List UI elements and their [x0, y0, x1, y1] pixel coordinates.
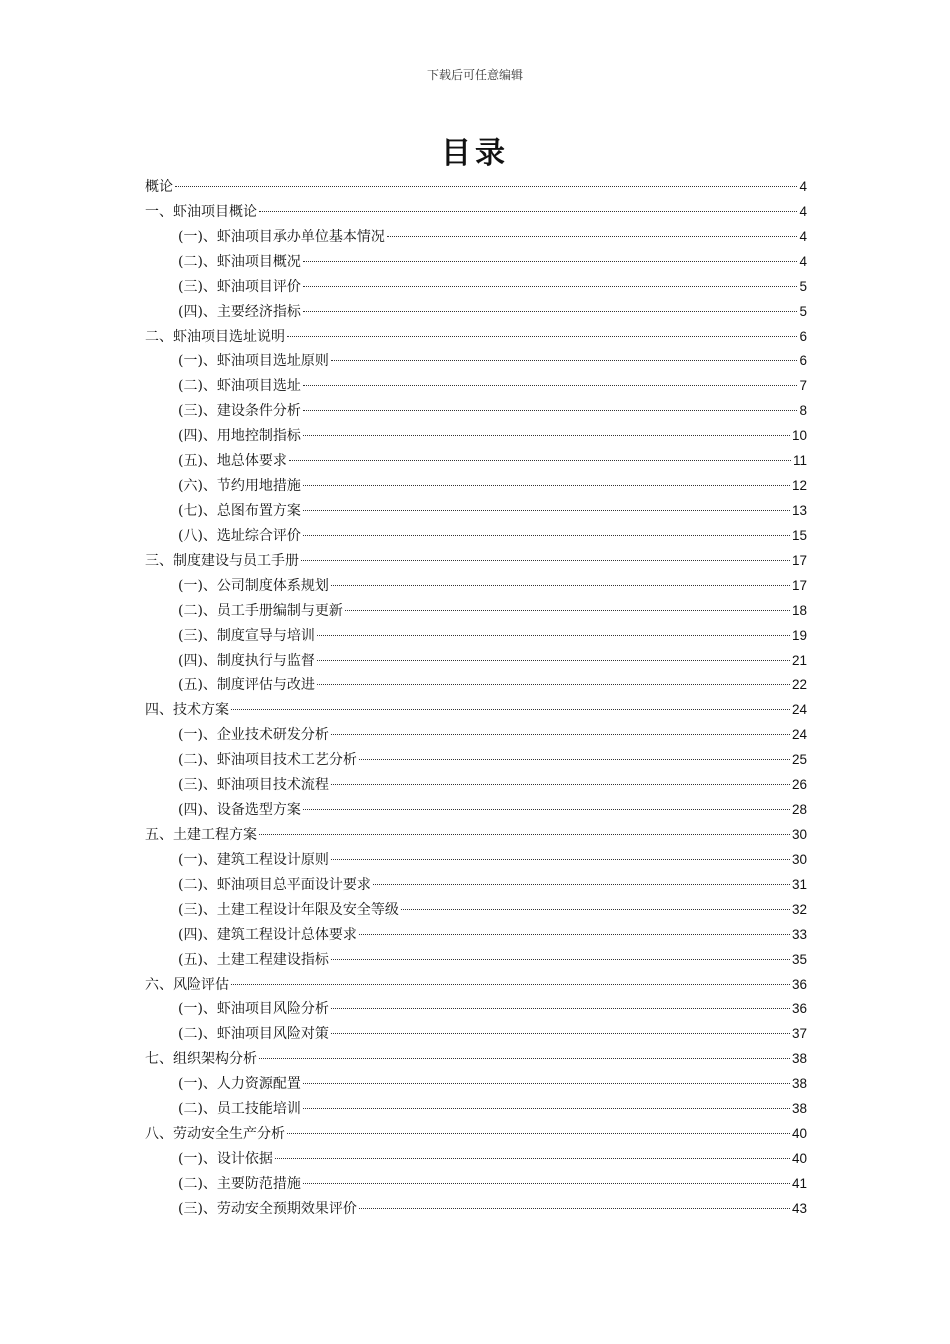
- toc-page-number: 8: [799, 403, 807, 419]
- toc-page-number: 19: [791, 627, 807, 643]
- toc-page-number: 4: [799, 253, 807, 269]
- toc-entry-title: (四)、设备选型方案: [178, 802, 301, 819]
- toc-dot-leader: [373, 884, 790, 885]
- toc-dot-leader: [331, 1008, 790, 1009]
- toc-page-number: 35: [791, 951, 807, 967]
- toc-page-number: 43: [791, 1200, 807, 1216]
- toc-dot-leader: [303, 535, 790, 536]
- toc-entry[interactable]: [145, 374, 807, 399]
- toc-dot-leader: [331, 784, 790, 785]
- toc-entry-title: (四)、建筑工程设计总体要求: [178, 926, 357, 943]
- toc-page-number: 22: [791, 677, 807, 693]
- toc-entry-title: (二)、主要防范措施: [178, 1175, 301, 1192]
- toc-dot-leader: [259, 834, 790, 835]
- toc-dot-leader: [287, 336, 797, 337]
- toc-entry[interactable]: [145, 1097, 807, 1122]
- toc-page-number: 30: [791, 851, 807, 867]
- toc-entry[interactable]: [145, 873, 807, 898]
- toc-dot-leader: [401, 909, 790, 910]
- toc-page-number: 4: [799, 228, 807, 244]
- page-header-note: 下载后可任意编辑: [426, 68, 523, 82]
- toc-entry[interactable]: [145, 275, 807, 300]
- toc-entry-title: 七、组织架构分析: [145, 1051, 257, 1068]
- toc-entry-title: (一)、企业技术研发分析: [178, 727, 329, 744]
- toc-page-number: 28: [791, 802, 807, 818]
- toc-dot-leader: [289, 460, 791, 461]
- toc-entry[interactable]: [145, 549, 807, 574]
- toc-page-number: 6: [799, 328, 807, 344]
- toc-dot-leader: [303, 1083, 790, 1084]
- toc-dot-leader: [303, 385, 798, 386]
- toc-entry-title: (四)、主要经济指标: [178, 303, 301, 320]
- toc-entry[interactable]: [145, 499, 807, 524]
- toc-entry[interactable]: [145, 250, 807, 275]
- toc-entry-title: 五、土建工程方案: [145, 826, 257, 843]
- toc-page-number: 41: [791, 1175, 807, 1191]
- toc-page-number: 24: [791, 727, 807, 743]
- toc-entry-title: (一)、设计依据: [178, 1150, 273, 1167]
- toc-entry[interactable]: [145, 599, 807, 624]
- toc-dot-leader: [303, 809, 790, 810]
- toc-page-number: 31: [791, 876, 807, 892]
- toc-entry-title: (一)、人力资源配置: [178, 1076, 301, 1093]
- toc-dot-leader: [359, 934, 790, 935]
- toc-dot-leader: [303, 1108, 790, 1109]
- toc-entry-title: (一)、公司制度体系规划: [178, 577, 329, 594]
- toc-entry[interactable]: [145, 225, 807, 250]
- toc-entry-title: (二)、虾油项目风险对策: [178, 1026, 329, 1043]
- toc-dot-leader: [259, 1058, 790, 1059]
- toc-entry[interactable]: [145, 673, 807, 698]
- page-title: 目录: [441, 136, 509, 171]
- toc-entry-title: (二)、员工手册编制与更新: [178, 602, 343, 619]
- toc-entry-title: (三)、虾油项目评价: [178, 278, 301, 295]
- toc-dot-leader: [303, 286, 798, 287]
- toc-dot-leader: [259, 211, 797, 212]
- toc-page-number: 38: [791, 1051, 807, 1067]
- toc-entry[interactable]: [145, 923, 807, 948]
- toc-entry-title: 概论: [145, 179, 173, 195]
- toc-entry[interactable]: [145, 823, 807, 848]
- toc-page-number: 4: [799, 203, 807, 219]
- toc-entry-title: 四、技术方案: [145, 702, 229, 719]
- toc-dot-leader: [331, 1033, 790, 1034]
- toc-entry-title: (七)、总图布置方案: [178, 502, 301, 519]
- toc-entry-title: 一、虾油项目概论: [145, 203, 257, 220]
- toc-entry-title: (一)、虾油项目承办单位基本情况: [178, 228, 385, 245]
- toc-dot-leader: [345, 610, 790, 611]
- toc-entry[interactable]: [145, 1047, 807, 1072]
- toc-entry[interactable]: [145, 1172, 807, 1197]
- toc-entry[interactable]: [145, 474, 807, 499]
- toc-page-number: 17: [791, 552, 807, 568]
- toc-entry[interactable]: [145, 1147, 807, 1172]
- toc-dot-leader: [301, 560, 790, 561]
- toc-page-number: 25: [791, 752, 807, 768]
- toc-entry[interactable]: [145, 200, 807, 225]
- toc-entry[interactable]: [145, 1072, 807, 1097]
- toc-entry[interactable]: [145, 773, 807, 798]
- toc-dot-leader: [359, 1208, 790, 1209]
- toc-page-number: 21: [791, 652, 807, 668]
- toc-dot-leader: [231, 709, 790, 710]
- toc-page-number: 36: [791, 976, 807, 992]
- toc-entry-title: (一)、虾油项目风险分析: [178, 1001, 329, 1018]
- toc-page-number: 26: [791, 777, 807, 793]
- toc-entry[interactable]: [145, 997, 807, 1022]
- toc-page-number: 15: [791, 527, 807, 543]
- toc-entry[interactable]: [145, 973, 807, 998]
- toc-entry[interactable]: [145, 898, 807, 923]
- toc-page-number: 40: [791, 1126, 807, 1142]
- toc-entry-title: (四)、用地控制指标: [178, 428, 301, 445]
- toc-entry-title: (二)、虾油项目选址: [178, 378, 301, 395]
- toc-entry[interactable]: [145, 424, 807, 449]
- toc-entry-title: 六、风险评估: [145, 976, 229, 993]
- toc-entry[interactable]: [145, 524, 807, 549]
- toc-page-number: 38: [791, 1101, 807, 1117]
- toc-entry[interactable]: [145, 574, 807, 599]
- toc-dot-leader: [317, 684, 790, 685]
- toc-page-number: 24: [791, 702, 807, 718]
- toc-entry[interactable]: [145, 300, 807, 325]
- toc-entry[interactable]: [145, 175, 807, 200]
- toc-entry[interactable]: [145, 349, 807, 374]
- toc-entry[interactable]: [145, 449, 807, 474]
- toc-page-number: 10: [791, 428, 807, 444]
- toc-entry-title: (三)、土建工程设计年限及安全等级: [178, 901, 399, 918]
- toc-entry[interactable]: [145, 399, 807, 424]
- toc-page-number: 5: [799, 303, 807, 319]
- toc-page-number: 38: [791, 1076, 807, 1092]
- toc-dot-leader: [303, 1183, 790, 1184]
- toc-dot-leader: [317, 635, 790, 636]
- toc-dot-leader: [331, 734, 790, 735]
- toc-entry-title: (一)、建筑工程设计原则: [178, 851, 329, 868]
- toc-entry[interactable]: [145, 1122, 807, 1147]
- toc-page-number: 7: [799, 378, 807, 394]
- toc-dot-leader: [287, 1133, 790, 1134]
- toc-entry-title: (八)、选址综合评价: [178, 527, 301, 544]
- toc-entry-title: (三)、劳动安全预期效果评价: [178, 1200, 357, 1217]
- toc-page-number: 32: [791, 901, 807, 917]
- toc-dot-leader: [175, 186, 797, 187]
- toc-page-number: 6: [799, 353, 807, 369]
- toc-entry[interactable]: [145, 1022, 807, 1047]
- toc-page-number: 18: [791, 602, 807, 618]
- toc-dot-leader: [303, 311, 798, 312]
- toc-page-number: 37: [791, 1026, 807, 1042]
- toc-dot-leader: [303, 510, 790, 511]
- toc-dot-leader: [387, 236, 798, 237]
- toc-entry-title: (二)、员工技能培训: [178, 1101, 301, 1118]
- toc-entry-title: (五)、制度评估与改进: [178, 677, 315, 694]
- toc-entry-title: (二)、虾油项目概况: [178, 253, 301, 270]
- toc-entry[interactable]: [145, 649, 807, 674]
- toc-entry[interactable]: [145, 848, 807, 873]
- toc-page-number: 11: [792, 453, 807, 469]
- toc-entry-title: (二)、虾油项目总平面设计要求: [178, 876, 371, 893]
- toc-dot-leader: [303, 435, 790, 436]
- toc-dot-leader: [275, 1158, 790, 1159]
- table-of-contents: [145, 175, 807, 1222]
- toc-entry[interactable]: [145, 325, 807, 350]
- toc-entry-title: 二、虾油项目选址说明: [145, 328, 285, 345]
- toc-page-number: 36: [791, 1001, 807, 1017]
- toc-entry[interactable]: [145, 723, 807, 748]
- toc-entry-title: (五)、土建工程建设指标: [178, 951, 329, 968]
- toc-entry-title: (三)、虾油项目技术流程: [178, 777, 329, 794]
- toc-entry-title: 八、劳动安全生产分析: [145, 1126, 285, 1143]
- toc-page-number: 5: [799, 278, 807, 294]
- toc-entry-title: (六)、节约用地措施: [178, 478, 301, 495]
- toc-dot-leader: [359, 759, 790, 760]
- toc-entry[interactable]: [145, 948, 807, 973]
- toc-entry-title: (一)、虾油项目选址原则: [178, 353, 329, 370]
- toc-page-number: 17: [791, 577, 807, 593]
- toc-dot-leader: [303, 261, 798, 262]
- toc-dot-leader: [331, 360, 798, 361]
- toc-page-number: 40: [791, 1150, 807, 1166]
- toc-entry-title: (三)、制度宣导与培训: [178, 627, 315, 644]
- toc-page-number: 33: [791, 926, 807, 942]
- toc-dot-leader: [303, 410, 798, 411]
- toc-entry[interactable]: [145, 698, 807, 723]
- toc-entry-title: 三、制度建设与员工手册: [145, 552, 299, 569]
- toc-entry-title: (五)、地总体要求: [178, 453, 287, 470]
- toc-entry-title: (三)、建设条件分析: [178, 403, 301, 420]
- toc-page-number: 13: [791, 502, 807, 518]
- toc-entry[interactable]: [145, 798, 807, 823]
- toc-entry-title: (二)、虾油项目技术工艺分析: [178, 752, 357, 769]
- toc-dot-leader: [331, 859, 790, 860]
- toc-page-number: 30: [791, 826, 807, 842]
- toc-entry[interactable]: [145, 748, 807, 773]
- toc-entry-title: (四)、制度执行与监督: [178, 652, 315, 669]
- toc-entry[interactable]: [145, 624, 807, 649]
- toc-dot-leader: [303, 485, 790, 486]
- toc-page-number: 12: [791, 478, 807, 494]
- toc-dot-leader: [231, 984, 790, 985]
- toc-dot-leader: [317, 660, 790, 661]
- toc-page-number: 4: [799, 179, 807, 194]
- toc-entry[interactable]: [145, 1197, 807, 1222]
- toc-dot-leader: [331, 959, 790, 960]
- toc-dot-leader: [331, 585, 790, 586]
